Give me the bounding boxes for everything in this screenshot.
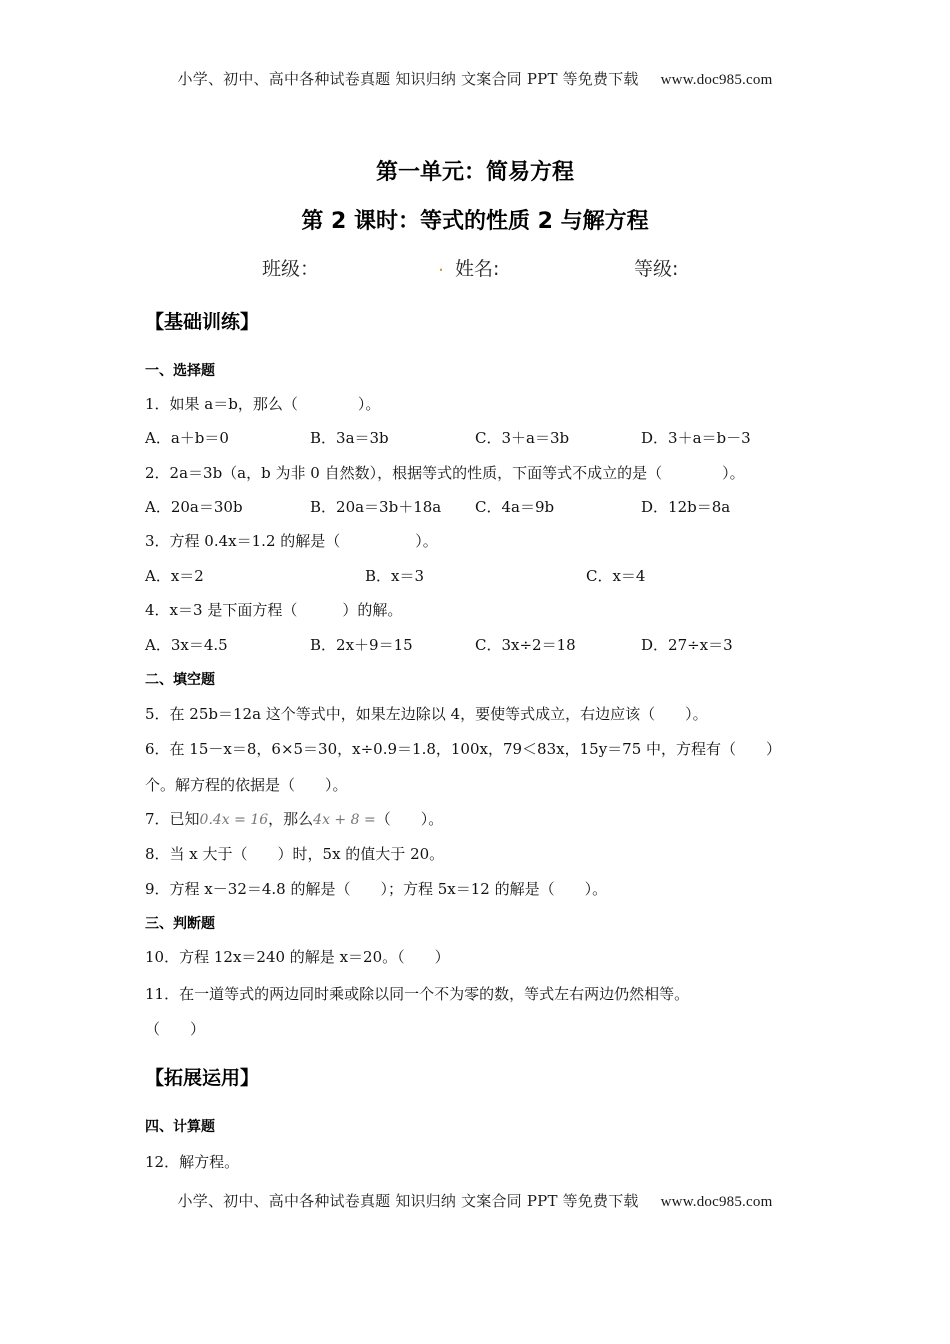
question-9: 9．方程 x－32＝4.8 的解是（ ）；方程 5x＝12 的解是（ ）。	[145, 880, 608, 898]
footer-banner	[0, 1190, 950, 1211]
question-3-options	[145, 565, 845, 587]
q1-option-c[interactable]: C．3＋a＝3b	[475, 429, 570, 447]
question-11-line-1: 11．在一道等式的两边同时乘或除以同一个不为零的数，等式左右两边仍然相等。	[145, 985, 690, 1003]
question-6-line-1: 6．在 15－x＝8，6×5＝30，x÷0.9＝1.8，100x，79＜83x，15y＝75 中，方程有（ ）	[145, 740, 782, 758]
question-1-options	[145, 427, 845, 449]
page-title: 第一单元：简易方程	[375, 160, 574, 185]
question-12: 12．解方程。	[145, 1153, 240, 1171]
q1-option-d[interactable]: D．3＋a＝b－3	[641, 429, 751, 447]
banner-site[interactable]: www.doc985.com	[660, 72, 773, 88]
q2-option-d[interactable]: D．12b＝8a	[641, 498, 731, 516]
q1-option-a[interactable]: A．a＋b＝0	[145, 429, 229, 447]
q7-formula-2: 4x + 8 =	[313, 812, 376, 828]
q4-option-a[interactable]: A．3x＝4.5	[145, 636, 228, 654]
page-subtitle: 第 2 课时：等式的性质 2 与解方程	[301, 209, 649, 234]
q3-option-b[interactable]: B．x＝3	[365, 567, 425, 585]
q3-option-c[interactable]: C．x＝4	[586, 567, 646, 585]
class-label: 班级：	[262, 258, 320, 280]
q7-prefix: 7．已知	[145, 810, 200, 828]
q2-option-b[interactable]: B．20a＝3b＋18a	[310, 498, 442, 516]
q4-option-c[interactable]: C．3x÷2＝18	[475, 636, 576, 654]
part-judge: 三、判断题	[145, 916, 215, 932]
question-4: 4．x＝3 是下面方程（ ）的解。	[145, 601, 403, 619]
question-1: 1．如果 a＝b，那么（ ）。	[145, 395, 381, 413]
part-calc: 四、计算题	[145, 1119, 215, 1135]
q7-suffix: （ ）。	[375, 810, 444, 828]
section-basic: 【基础训练】	[145, 311, 260, 333]
q4-option-d[interactable]: D．27÷x＝3	[641, 636, 733, 654]
q7-formula-1: 0.4x = 16	[199, 812, 269, 828]
q7-middle: ，那么	[268, 810, 314, 828]
q1-option-b[interactable]: B．3a＝3b	[310, 429, 389, 447]
question-7	[145, 808, 443, 829]
question-2: 2．2a＝3b（a，b 为非 0 自然数），根据等式的性质，下面等式不成立的是（ ）。	[145, 464, 745, 482]
header-banner	[0, 68, 950, 89]
footer-banner-site[interactable]: www.doc985.com	[660, 1194, 773, 1210]
q2-option-a[interactable]: A．20a＝30b	[145, 498, 243, 516]
class-dot: .	[438, 254, 445, 276]
q2-option-c[interactable]: C．4a＝9b	[475, 498, 555, 516]
part-fill: 二、填空题	[145, 672, 215, 688]
question-3: 3．方程 0.4x＝1.2 的解是（ ）。	[145, 532, 438, 550]
question-8: 8．当 x 大于（ ）时，5x 的值大于 20。	[145, 845, 445, 863]
grade-label: 等级:	[634, 258, 679, 280]
q4-option-b[interactable]: B．2x＋9＝15	[310, 636, 413, 654]
name-label: 姓名:	[455, 258, 500, 280]
question-5: 5．在 25b＝12a 这个等式中，如果左边除以 4，要使等式成立，右边应该（ ）。	[145, 705, 708, 723]
question-11-line-2: （ ）	[145, 1020, 206, 1038]
question-6-line-2: 个。解方程的依据是（ ）。	[145, 776, 348, 794]
question-10: 10．方程 12x＝240 的解是 x＝20。（ ）	[145, 948, 450, 966]
q3-option-a[interactable]: A．x＝2	[145, 567, 204, 585]
section-extend: 【拓展运用】	[145, 1067, 260, 1089]
part-choice: 一、选择题	[145, 363, 215, 379]
question-4-options	[145, 634, 845, 656]
footer-banner-text: 小学、初中、高中各种试卷真题 知识归纳 文案合同 PPT 等免费下载	[177, 1192, 639, 1210]
question-2-options	[145, 496, 845, 518]
banner-text: 小学、初中、高中各种试卷真题 知识归纳 文案合同 PPT 等免费下载	[177, 70, 639, 88]
student-info-row	[0, 254, 950, 284]
